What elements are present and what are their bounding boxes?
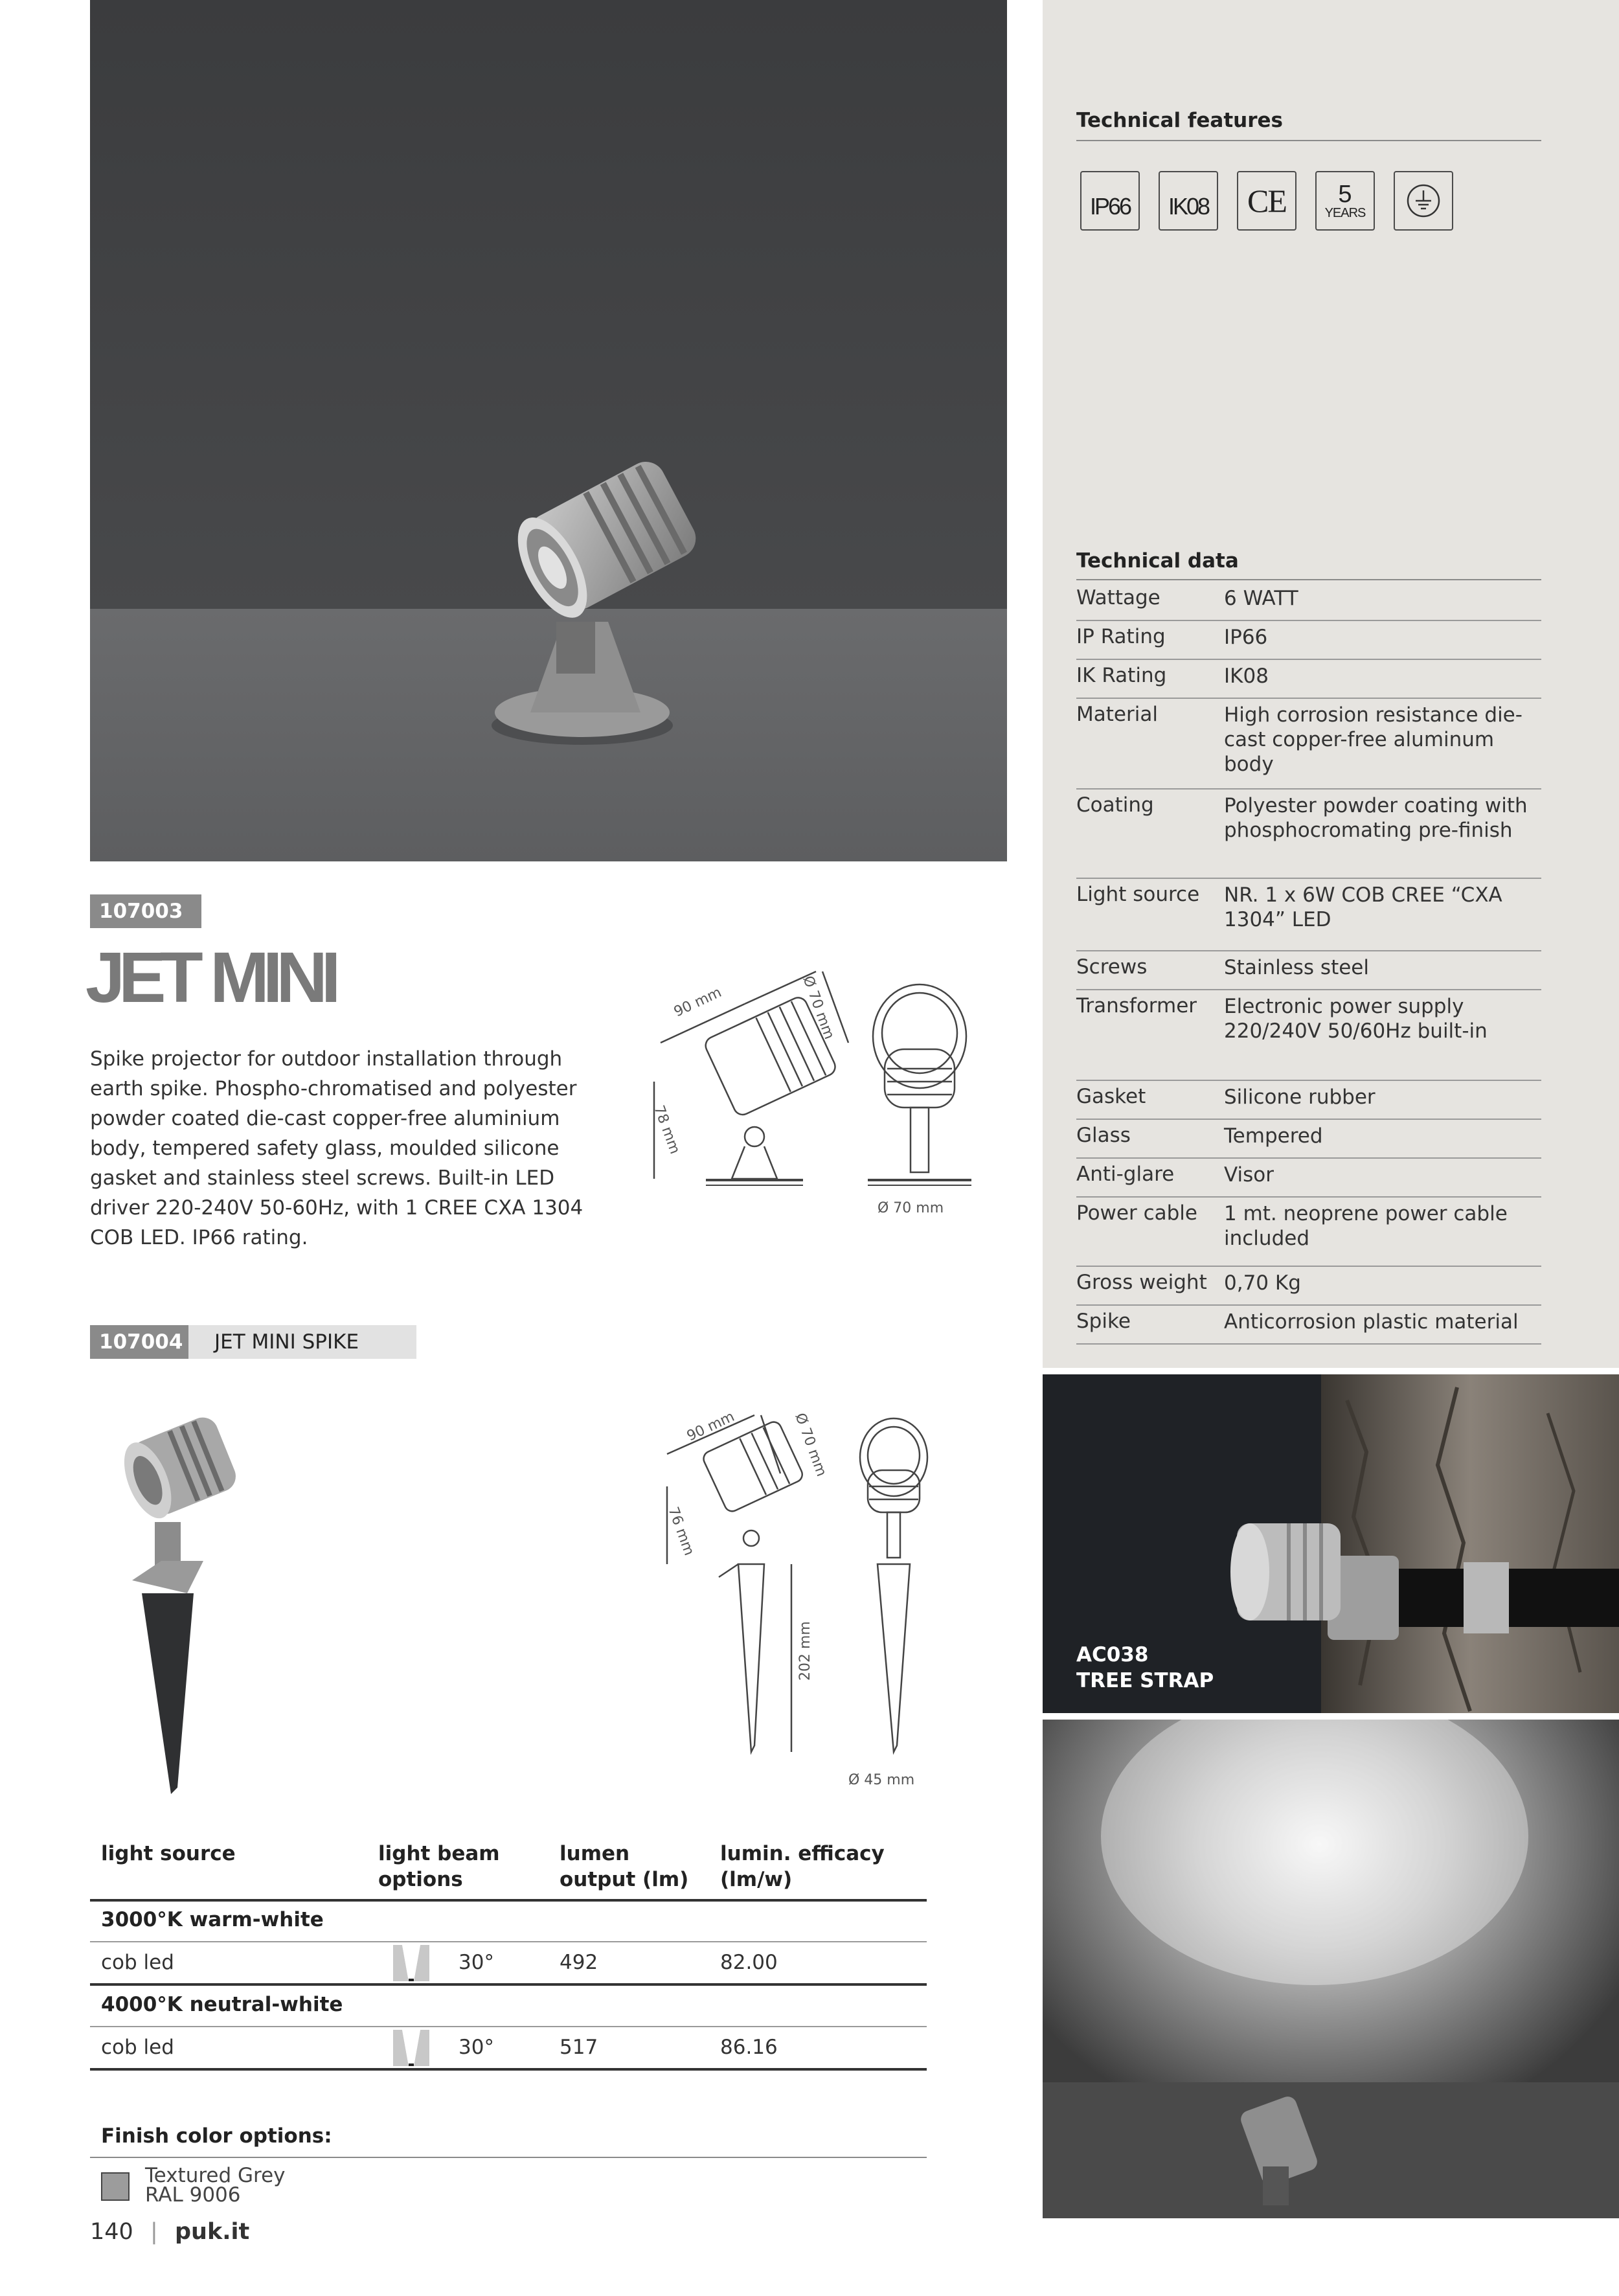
cell-source: cob led	[101, 1951, 174, 1974]
ambience-photo	[1043, 1720, 1619, 2218]
col-header-lumen: lumen output (lm)	[560, 1842, 689, 1891]
dim-height-label: 78 mm	[650, 1103, 683, 1157]
spike-dim-length2-label: 202 mm	[797, 1621, 813, 1681]
tech-data-value: Electronic power supply 220/240V 50/60Hz built-in	[1224, 995, 1488, 1043]
cell-beam: 30°	[459, 1951, 494, 1974]
spike-dim-base-label: Ø 45 mm	[848, 1772, 915, 1788]
finish-heading: Finish color options:	[101, 2124, 332, 2148]
cell-efficacy: 82.00	[720, 1951, 778, 1974]
cell-lumen: 517	[560, 2036, 598, 2059]
accessory-name: TREE STRAP	[1076, 1669, 1214, 1692]
tech-data-label: IK Rating	[1076, 664, 1167, 687]
tech-data-label: Material	[1076, 703, 1158, 726]
tech-data-label: Spike	[1076, 1310, 1131, 1333]
ik08-badge: IK08	[1159, 171, 1218, 231]
spike-product-photo	[90, 1405, 252, 1820]
tech-data-label: Screws	[1076, 955, 1148, 979]
tech-data-row	[1076, 955, 1541, 990]
spike-dim-diameter-label: Ø 70 mm	[791, 1411, 830, 1479]
col-header-light-source: light source	[101, 1842, 236, 1865]
ce-mark-badge: CE	[1237, 171, 1296, 231]
tech-data-value: IK08	[1224, 665, 1269, 688]
tech-data-value: IP66	[1224, 626, 1268, 649]
accessory-code: AC038	[1076, 1643, 1149, 1666]
dim-base-label: Ø 70 mm	[877, 1200, 944, 1216]
technical-features-heading: Technical features	[1076, 109, 1283, 132]
table-rule	[90, 2068, 927, 2071]
tech-data-label: Wattage	[1076, 586, 1160, 609]
technical-data-heading: Technical data	[1076, 549, 1239, 573]
variant-name: JET MINI SPIKE	[214, 1330, 359, 1354]
tech-data-label: IP Rating	[1076, 625, 1166, 648]
tech-data-row	[1076, 703, 1541, 790]
table-rule	[90, 1983, 927, 1986]
divider	[1076, 140, 1541, 141]
tech-data-label: Light source	[1076, 883, 1200, 906]
tech-data-value: Stainless steel	[1224, 956, 1369, 979]
finish-label	[145, 2166, 286, 2205]
page-number: 140	[90, 2219, 133, 2245]
tech-data-value: NR. 1 x 6W COB CREE “CXA 1304” LED	[1224, 883, 1502, 931]
tech-data-row	[1076, 793, 1541, 879]
tech-data-value: 0,70 Kg	[1224, 1271, 1301, 1295]
cell-source: cob led	[101, 2036, 174, 2059]
tech-data-value: Silicone rubber	[1224, 1085, 1376, 1109]
tech-data-row	[1076, 625, 1541, 660]
tech-data-value: 6 WATT	[1224, 587, 1298, 610]
cell-beam: 30°	[459, 2036, 494, 2059]
product-description: Spike projector for outdoor installation through earth spike. Phospho-chromatised and polyester powder coated die-cast copper-free aluminium body, tempered safety glass, moulded silicone gasket and stainless steel screws. Built-in LED driver 220-240V 50-60Hz, with 1 CREE CXA 1304 COB LED. IP66 rating.	[90, 1047, 583, 1249]
footer-separator: |	[150, 2219, 158, 2245]
product-title: JET MINI	[85, 938, 335, 1017]
product-hero-photo	[90, 0, 1007, 861]
tech-data-value: Visor	[1224, 1163, 1274, 1187]
beam-icon	[392, 1945, 431, 1984]
tech-data-row	[1076, 586, 1541, 621]
product-code-tag: 107003	[90, 894, 201, 928]
tech-data-label: Anti-glare	[1076, 1163, 1175, 1186]
divider	[90, 2157, 927, 2158]
spike-dim-height-label: 76 mm	[664, 1505, 697, 1558]
tech-data-label: Glass	[1076, 1124, 1131, 1147]
divider	[90, 1941, 927, 1942]
tech-data-value: 1 mt. neoprene power cable included	[1224, 1202, 1508, 1250]
tech-data-row	[1076, 1310, 1541, 1345]
tech-data-row	[1076, 1201, 1541, 1267]
finish-swatch	[101, 2172, 130, 2201]
tech-data-label: Power cable	[1076, 1201, 1197, 1225]
tech-data-value: Polyester powder coating with phosphocromating pre-finish	[1224, 794, 1528, 842]
tech-data-label: Gasket	[1076, 1085, 1146, 1108]
divider	[90, 2026, 927, 2027]
col-header-beam: light beam options	[378, 1842, 500, 1891]
tech-data-row	[1076, 1271, 1541, 1306]
dim-length-label: 90 mm	[671, 984, 725, 1021]
tech-data-value: High corrosion resistance die-cast copper-free aluminum body	[1224, 703, 1523, 776]
footer-site[interactable]: puk.it	[175, 2219, 250, 2245]
tech-data-row	[1076, 1085, 1541, 1120]
group-neutral-white: 4000°K neutral-white	[101, 1993, 343, 2016]
ip66-badge: IP66	[1080, 171, 1140, 231]
earth-ground-icon	[1394, 171, 1453, 231]
cell-efficacy: 86.16	[720, 2036, 778, 2059]
dim-diameter-label: Ø 70 mm	[799, 973, 837, 1042]
tech-data-label: Transformer	[1076, 994, 1197, 1017]
finish-name: Textured Grey	[145, 2164, 286, 2187]
tech-data-label: Coating	[1076, 793, 1154, 817]
spike-dim-length-label: 90 mm	[684, 1408, 738, 1445]
variant-code-tag: 107004	[90, 1325, 188, 1359]
col-header-efficacy: lumin. efficacy (lm/w)	[720, 1842, 885, 1891]
tech-data-value: Tempered	[1224, 1124, 1323, 1148]
cell-lumen: 492	[560, 1951, 598, 1974]
warranty-badge: 5 YEARS	[1315, 171, 1375, 231]
tech-data-row	[1076, 994, 1541, 1081]
tech-data-label: Gross weight	[1076, 1271, 1207, 1294]
spike-dimension-drawing	[648, 1402, 958, 1791]
tech-data-value: Anticorrosion plastic material	[1224, 1310, 1519, 1334]
beam-icon	[392, 2030, 431, 2069]
finish-code: RAL 9006	[145, 2183, 241, 2207]
divider	[1076, 579, 1541, 580]
table-rule	[90, 1899, 927, 1902]
group-warm-white: 3000°K warm-white	[101, 1908, 324, 1931]
tech-data-row	[1076, 1124, 1541, 1159]
tech-data-row	[1076, 664, 1541, 699]
accessory-caption	[1076, 1642, 1214, 1694]
dimension-drawing	[641, 952, 978, 1224]
tech-data-row	[1076, 883, 1541, 951]
tech-data-row	[1076, 1163, 1541, 1198]
